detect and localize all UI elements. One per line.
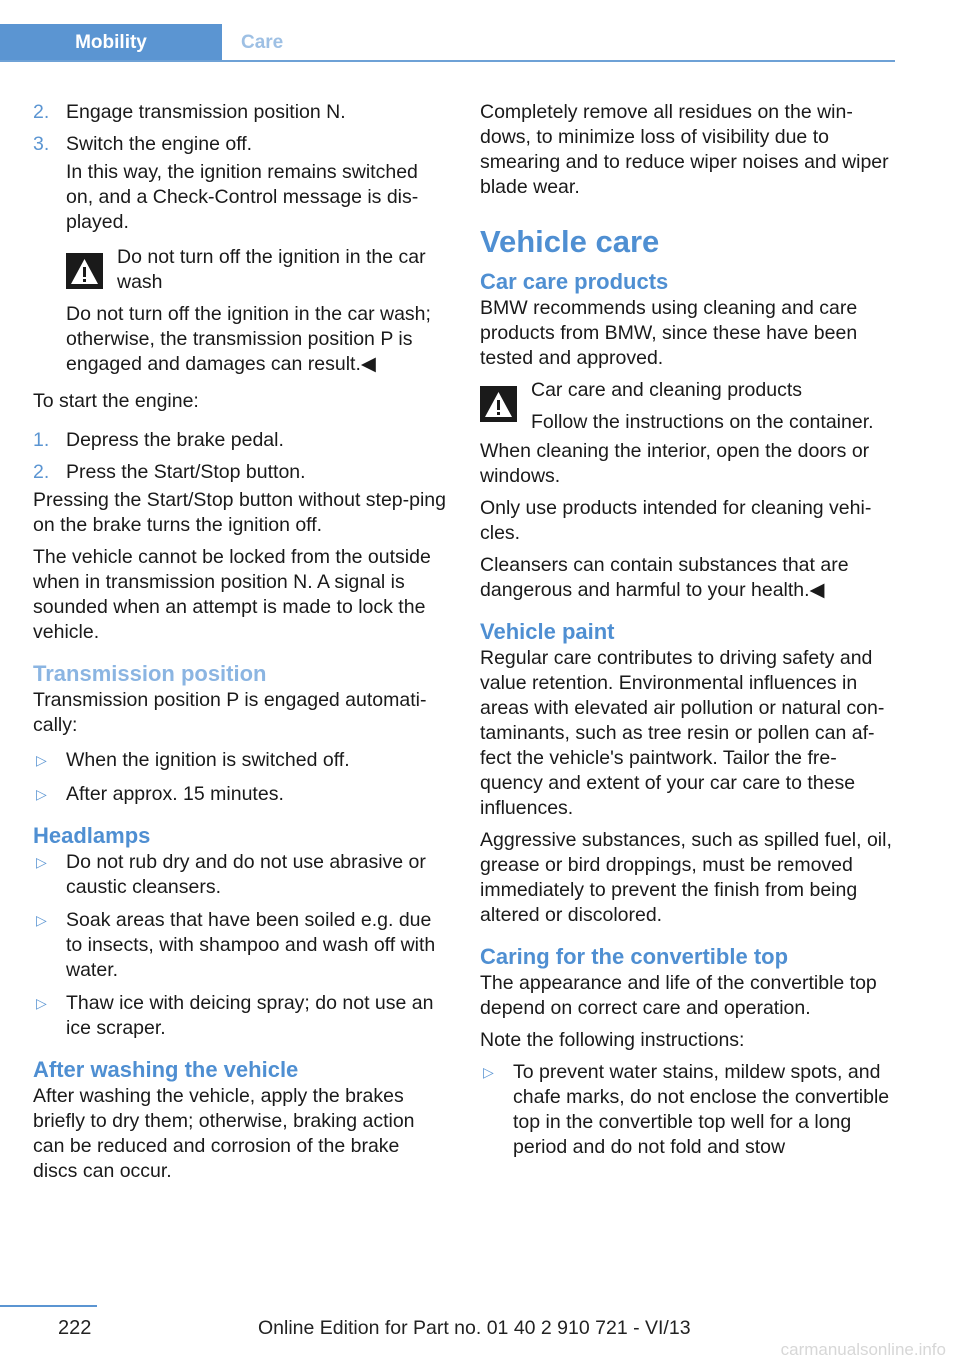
triangle-bullet-icon: ▷ bbox=[36, 912, 47, 928]
paragraph: The vehicle cannot be locked from the outside when in transmission position N. A signal is sounded when an attempt is made to lock the vehicle. bbox=[33, 546, 431, 643]
list-item bbox=[33, 460, 448, 485]
edition-footer: Online Edition for Part no. 01 40 2 910 721 - VI/13 bbox=[258, 1317, 691, 1339]
bullet-text: Thaw ice with deicing spray; do not use an ice scraper. bbox=[66, 992, 434, 1039]
section-heading: Headlamps bbox=[33, 823, 151, 848]
warning-text: Do not turn off the ignition in the car wash; otherwise, the transmission position P is engaged and damages can result.◀ bbox=[66, 303, 431, 375]
bullet-text: After approx. 15 minutes. bbox=[66, 783, 284, 805]
triangle-bullet-icon: ▷ bbox=[36, 995, 47, 1011]
list-item bbox=[33, 100, 448, 125]
paragraph: Cleansers can contain substances that are dangerous and harmful to your health.◀ bbox=[480, 554, 849, 601]
bullet-item bbox=[480, 1060, 898, 1160]
triangle-bullet-icon: ▷ bbox=[36, 854, 47, 870]
section-heading: After washing the vehicle bbox=[33, 1057, 299, 1082]
bullet-item bbox=[33, 908, 448, 983]
triangle-bullet-icon: ▷ bbox=[36, 752, 47, 768]
start-intro: To start the engine: bbox=[33, 390, 199, 412]
left-column bbox=[33, 100, 448, 1191]
bullet-text: Do not rub dry and do not use abrasive or caustic cleansers. bbox=[66, 851, 426, 898]
bullet-item bbox=[33, 991, 448, 1041]
list-item bbox=[33, 132, 448, 157]
warning-triangle-icon bbox=[66, 253, 103, 289]
section-heading: Vehicle paint bbox=[480, 619, 615, 644]
section-heading: Caring for the convertible top bbox=[480, 944, 789, 969]
section-heading: Car care products bbox=[480, 269, 669, 294]
page-number-rule bbox=[0, 1305, 97, 1307]
step-number: 3. bbox=[33, 133, 50, 155]
step-number: 1. bbox=[33, 429, 50, 451]
paragraph: When cleaning the interior, open the doors or windows. bbox=[480, 440, 870, 487]
triangle-bullet-icon: ▷ bbox=[483, 1064, 494, 1080]
bullet-item bbox=[33, 782, 448, 807]
warning-triangle-icon bbox=[480, 386, 517, 422]
paragraph: Regular care contributes to driving safety and value retention. Environmental influences in areas with elevated air pollution or natural con-taminants, such as tree resin or pollen can af-fect the vehicle's paintwork. Tailor the fre-quency and extent of your car care to these influences. bbox=[480, 647, 885, 819]
tab-care[interactable]: Care bbox=[241, 32, 284, 53]
tab-mobility[interactable]: Mobility bbox=[0, 24, 222, 62]
step-number: 2. bbox=[33, 101, 50, 123]
watermark: carmanualsonline.info bbox=[780, 1340, 946, 1359]
bullet-text: Soak areas that have been soiled e.g. due to insects, with shampoo and wash off with water. bbox=[66, 909, 436, 981]
step-number: 2. bbox=[33, 461, 50, 483]
step-text: Depress the brake pedal. bbox=[66, 429, 284, 451]
right-column bbox=[480, 100, 898, 1167]
paragraph: Completely remove all residues on the win-dows, to minimize loss of visibility due to smearing and to reduce wiper noises and wiper blade wear. bbox=[480, 101, 889, 198]
warning-box bbox=[480, 378, 898, 435]
list-item bbox=[33, 428, 448, 453]
paragraph: Only use products intended for cleaning vehi-cles. bbox=[480, 497, 872, 544]
section-heading: Transmission position bbox=[33, 661, 267, 686]
paragraph: Pressing the Start/Stop button without step-ping on the brake turns the ignition off. bbox=[33, 489, 446, 536]
step-text: Switch the engine off. bbox=[66, 133, 253, 155]
bullet-text: To prevent water stains, mildew spots, and chafe marks, do not enclose the convertible top in the convertible top well for a long period and do not fold and stow bbox=[513, 1061, 890, 1158]
warning-title: Car care and cleaning products bbox=[531, 379, 802, 401]
paragraph: Aggressive substances, such as spilled fuel, oil, grease or bird droppings, must be removed immediately to prevent the finish from being altered or discolored. bbox=[480, 829, 892, 926]
header-rule bbox=[0, 60, 895, 62]
warning-title: Do not turn off the ignition in the car wash bbox=[117, 246, 426, 293]
warning-box bbox=[66, 245, 448, 295]
warning-text: Follow the instructions on the container. bbox=[531, 411, 874, 433]
step-note: In this way, the ignition remains switched on, and a Check-Control message is dis-played. bbox=[66, 161, 419, 233]
paragraph: After washing the vehicle, apply the brakes briefly to dry them; otherwise, braking action can be reduced and corrosion of the brake discs can occur. bbox=[33, 1085, 415, 1182]
bullet-item bbox=[33, 748, 448, 773]
chapter-tabs bbox=[0, 24, 895, 62]
page-number: 222 bbox=[58, 1317, 92, 1339]
chapter-heading: Vehicle care bbox=[480, 224, 660, 259]
step-text: Engage transmission position N. bbox=[66, 101, 346, 123]
triangle-bullet-icon: ▷ bbox=[36, 786, 47, 802]
bullet-item bbox=[33, 850, 448, 900]
paragraph: The appearance and life of the convertible top depend on correct care and operation. bbox=[480, 972, 877, 1019]
paragraph: Transmission position P is engaged automati-cally: bbox=[33, 689, 427, 736]
bullet-text: When the ignition is switched off. bbox=[66, 749, 350, 771]
paragraph: Note the following instructions: bbox=[480, 1029, 745, 1051]
step-text: Press the Start/Stop button. bbox=[66, 461, 306, 483]
paragraph: BMW recommends using cleaning and care products from BMW, since these have been tested and approved. bbox=[480, 297, 858, 369]
